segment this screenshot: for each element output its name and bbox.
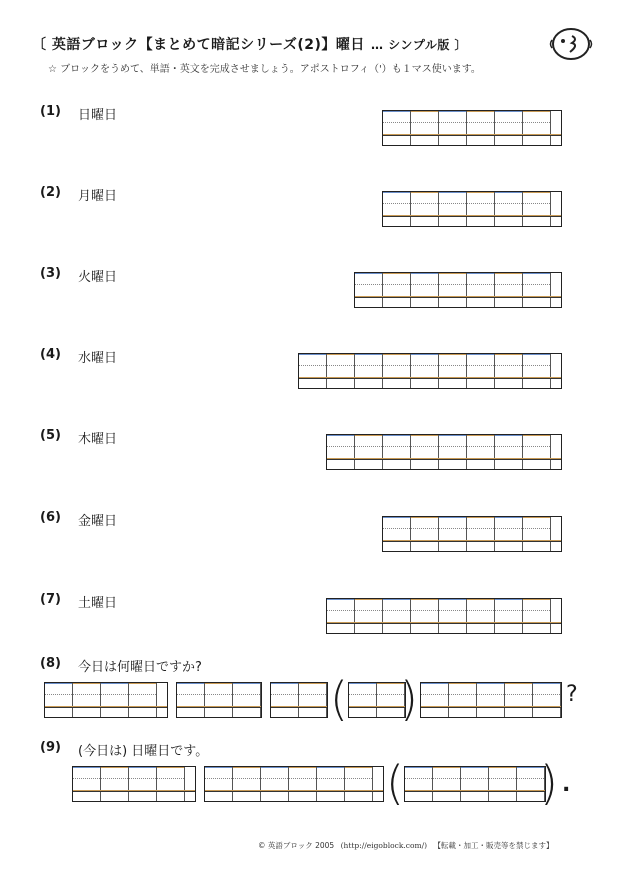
letter-cell[interactable] — [411, 599, 439, 633]
question-text-3: 火曜日 — [78, 270, 118, 285]
question-text-9: (今日は) 日曜日です。 — [78, 744, 209, 759]
letter-cell[interactable] — [489, 767, 517, 801]
letter-cell[interactable] — [495, 599, 523, 633]
question-number-6: (6) — [40, 510, 61, 525]
question-number-7: (7) — [40, 592, 61, 607]
question-number-4: (4) — [40, 347, 61, 362]
question-text-2: 月曜日 — [78, 189, 118, 204]
letter-cell[interactable] — [349, 683, 377, 717]
answer-box-5[interactable] — [326, 434, 562, 470]
page-title — [32, 34, 572, 54]
question-text-1: 日曜日 — [78, 108, 118, 123]
title-sub: … シンプル版 〕 — [370, 38, 468, 52]
letter-cell[interactable] — [411, 111, 439, 145]
letter-cell[interactable] — [327, 599, 355, 633]
letter-cell[interactable] — [299, 683, 327, 717]
answer-box-2[interactable] — [382, 191, 562, 227]
letter-cell[interactable] — [405, 767, 433, 801]
letter-cell[interactable] — [523, 435, 551, 469]
letter-cell[interactable] — [477, 683, 505, 717]
open-bracket-9: ( — [386, 756, 404, 810]
answer-box-3[interactable] — [354, 272, 562, 308]
letter-cell[interactable] — [495, 273, 523, 307]
letter-cell[interactable] — [439, 599, 467, 633]
letter-cell[interactable] — [411, 517, 439, 551]
letter-cell[interactable] — [355, 599, 383, 633]
letter-cell[interactable] — [467, 273, 495, 307]
letter-cell[interactable] — [205, 767, 233, 801]
letter-cell[interactable] — [289, 767, 317, 801]
letter-cell[interactable] — [233, 683, 261, 717]
letter-cell[interactable] — [505, 683, 533, 717]
letter-cell[interactable] — [495, 517, 523, 551]
question-number-2: (2) — [40, 185, 61, 200]
answer-box-9c[interactable] — [404, 766, 546, 802]
letter-cell[interactable] — [495, 435, 523, 469]
letter-cell[interactable] — [411, 273, 439, 307]
letter-cell[interactable] — [383, 111, 411, 145]
footer-copyright: © 英語ブロック 2005 — [258, 841, 335, 850]
letter-cell[interactable] — [533, 683, 561, 717]
letter-cell[interactable] — [461, 767, 489, 801]
letter-cell[interactable] — [523, 599, 551, 633]
instruction-text: ☆ ブロックをうめて、単語・英文を完成させましょう。アポストロフィ（'）も１マス使います。 — [48, 64, 481, 75]
question-mark: ? — [566, 682, 578, 707]
question-number-1: (1) — [40, 104, 61, 119]
letter-cell[interactable] — [101, 683, 129, 717]
answer-box-8c[interactable] — [270, 682, 328, 718]
answer-box-9a[interactable] — [72, 766, 196, 802]
question-text-6: 金曜日 — [78, 514, 118, 529]
question-number-3: (3) — [40, 266, 61, 281]
letter-cell[interactable] — [383, 192, 411, 226]
letter-cell[interactable] — [355, 354, 383, 388]
letter-cell[interactable] — [523, 354, 551, 388]
letter-cell[interactable] — [495, 111, 523, 145]
letter-cell[interactable] — [467, 435, 495, 469]
answer-box-9b[interactable] — [204, 766, 384, 802]
letter-cell[interactable] — [355, 273, 383, 307]
letter-cell[interactable] — [383, 599, 411, 633]
letter-cell[interactable] — [523, 273, 551, 307]
footer-url[interactable]: (http://eigoblock.com/) — [340, 841, 428, 850]
letter-cell[interactable] — [523, 517, 551, 551]
letter-cell[interactable] — [383, 354, 411, 388]
letter-cell[interactable] — [383, 517, 411, 551]
letter-cell[interactable] — [383, 435, 411, 469]
close-bracket-9: ) — [540, 756, 558, 810]
letter-cell[interactable] — [129, 683, 157, 717]
letter-cell[interactable] — [433, 767, 461, 801]
answer-box-8d[interactable] — [348, 682, 406, 718]
letter-cell[interactable] — [157, 767, 185, 801]
letter-cell[interactable] — [73, 767, 101, 801]
answer-box-4[interactable] — [298, 353, 562, 389]
letter-cell[interactable] — [261, 767, 289, 801]
letter-cell[interactable] — [439, 354, 467, 388]
letter-cell[interactable] — [355, 435, 383, 469]
answer-box-7[interactable] — [326, 598, 562, 634]
letter-cell[interactable] — [467, 111, 495, 145]
question-text-5: 木曜日 — [78, 432, 118, 447]
letter-cell[interactable] — [467, 192, 495, 226]
letter-cell[interactable] — [523, 192, 551, 226]
title-main: 〔 英語ブロック【まとめて暗記シリーズ(2)】曜日 — [32, 37, 365, 53]
letter-cell[interactable] — [327, 354, 355, 388]
period-mark: . — [562, 772, 571, 797]
footer — [258, 840, 553, 851]
letter-cell[interactable] — [205, 683, 233, 717]
letter-cell[interactable] — [467, 599, 495, 633]
answer-box-8a[interactable] — [44, 682, 168, 718]
letter-cell[interactable] — [439, 273, 467, 307]
answer-box-8e[interactable] — [420, 682, 562, 718]
smiley-face-icon — [548, 24, 594, 64]
letter-cell[interactable] — [271, 683, 299, 717]
letter-cell[interactable] — [327, 435, 355, 469]
question-text-8: 今日は何曜日ですか? — [78, 660, 202, 675]
footer-note: 【転載・加工・販売等を禁じます】 — [433, 841, 554, 850]
letter-cell[interactable] — [467, 354, 495, 388]
letter-cell[interactable] — [411, 435, 439, 469]
letter-cell[interactable] — [439, 111, 467, 145]
answer-box-8b[interactable] — [176, 682, 262, 718]
letter-cell[interactable] — [411, 192, 439, 226]
question-text-4: 水曜日 — [78, 351, 118, 366]
letter-cell[interactable] — [345, 767, 373, 801]
letter-cell[interactable] — [73, 683, 101, 717]
letter-cell[interactable] — [411, 354, 439, 388]
letter-cell[interactable] — [129, 767, 157, 801]
letter-cell[interactable] — [495, 192, 523, 226]
question-text-7: 土曜日 — [78, 596, 118, 611]
letter-cell[interactable] — [233, 767, 261, 801]
letter-cell[interactable] — [317, 767, 345, 801]
open-bracket-8: ( — [330, 672, 348, 726]
letter-cell[interactable] — [45, 683, 73, 717]
letter-cell[interactable] — [439, 517, 467, 551]
close-bracket-8: ) — [400, 672, 418, 726]
letter-cell[interactable] — [101, 767, 129, 801]
letter-cell[interactable] — [177, 683, 205, 717]
question-number-8: (8) — [40, 656, 61, 671]
answer-box-1[interactable] — [382, 110, 562, 146]
answer-box-6[interactable] — [382, 516, 562, 552]
letter-cell[interactable] — [299, 354, 327, 388]
letter-cell[interactable] — [439, 435, 467, 469]
letter-cell[interactable] — [421, 683, 449, 717]
question-number-9: (9) — [40, 740, 61, 755]
letter-cell[interactable] — [467, 517, 495, 551]
letter-cell[interactable] — [523, 111, 551, 145]
letter-cell[interactable] — [495, 354, 523, 388]
letter-cell[interactable] — [449, 683, 477, 717]
letter-cell[interactable] — [439, 192, 467, 226]
letter-cell[interactable] — [383, 273, 411, 307]
question-number-5: (5) — [40, 428, 61, 443]
